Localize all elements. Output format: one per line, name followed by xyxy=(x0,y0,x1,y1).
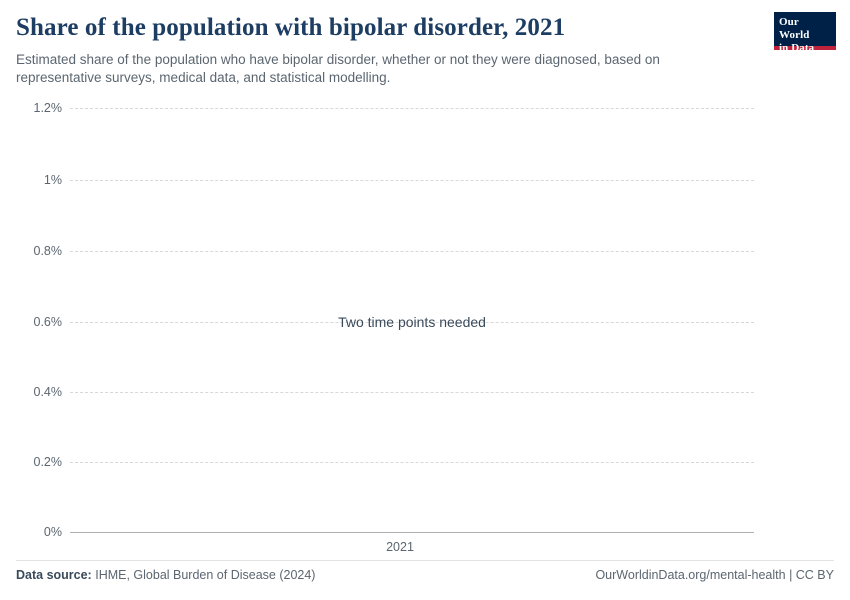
ytick-label-0: 0% xyxy=(43,525,62,539)
gridline-rule xyxy=(70,462,754,463)
owid-logo-line2: in Data xyxy=(779,41,815,54)
gridline-rule xyxy=(70,251,754,252)
gridline-rule xyxy=(70,108,754,109)
ytick-label-1: 1% xyxy=(43,173,62,187)
axis-baseline xyxy=(70,532,754,533)
data-source-text: IHME, Global Burden of Disease (2024) xyxy=(95,568,316,582)
no-data-message: Two time points needed xyxy=(338,314,486,330)
chart-credit[interactable]: OurWorldinData.org/mental-health | CC BY xyxy=(595,568,834,582)
gridline-rule xyxy=(70,180,754,181)
xtick-label-2021: 2021 xyxy=(386,540,414,554)
ytick-label-0.8: 0.8% xyxy=(33,244,62,258)
ytick-label-0.6: 0.6% xyxy=(33,315,62,329)
chart-header xyxy=(16,14,776,88)
chart-footer xyxy=(16,560,834,582)
gridline-rule xyxy=(70,392,754,393)
ytick-label-1.2: 1.2% xyxy=(33,101,62,115)
owid-logo-line1: Our World xyxy=(779,16,810,41)
ytick-label-0.4: 0.4% xyxy=(33,385,62,399)
ytick-label-0.2: 0.2% xyxy=(33,455,62,469)
data-source xyxy=(16,568,315,582)
page-title: Share of the population with bipolar disorder, 2021 xyxy=(16,14,566,41)
plot-area xyxy=(16,100,834,554)
owid-logo[interactable] xyxy=(774,12,836,54)
chart-subtitle: Estimated share of the population who have bipolar disorder, whether or not they were diagnosed, based on representative surveys, medical data, and statistical modelling. xyxy=(16,51,660,86)
data-source-label: Data source: xyxy=(16,568,92,582)
